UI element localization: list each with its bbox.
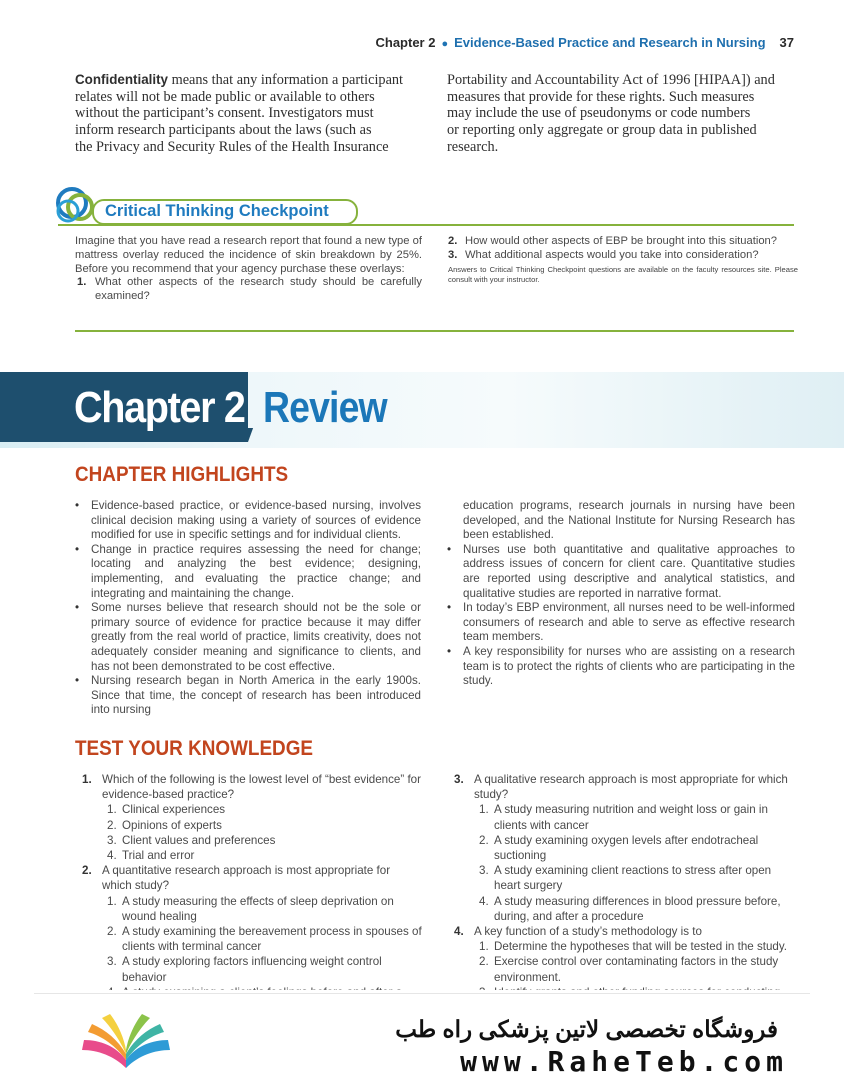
running-header-title: Evidence-Based Practice and Research in Nursing (454, 35, 766, 50)
list-item: • Nursing research began in North America in the early 1900s. Since that time, the concept of research has been introduced into nursing (75, 674, 421, 718)
list-item: • Some nurses believe that research should not be the sole or primary source of evidence for practice because it may differ greatly from the real world of practice, limits creativity, does not adequately consider meaning and significance to clients, and has not been demonstrated to be cost effective. (75, 601, 421, 674)
answer-option: 2. A study examining the bereavement process in spouses of clients with terminal cancer (107, 925, 422, 954)
bullet-dot-icon: ● (441, 38, 449, 50)
answer-option: 4. Trial and error (107, 849, 195, 863)
confidentiality-line: research. (447, 138, 499, 155)
answer-option: 2. A study examining oxygen levels after endotracheal suctioning (479, 833, 759, 863)
list-item: • Evidence-based practice, or evidence-based nursing, involves clinical decision making using a variety of sources of evidence modified for use in specific settings and for individual clients. (75, 499, 421, 543)
checkpoint-question: 1. What other aspects of the research study should be carefully examined? (77, 276, 422, 303)
list-item: • A key responsibility for nurses who are assisting on a research team is to protect the rights of clients who are participating in the study. (447, 645, 795, 689)
answer-option: 3. Client values and preferences (107, 833, 276, 847)
checkpoint-left-column (75, 235, 422, 304)
highlights-right-column (447, 499, 795, 689)
confidentiality-line: or reporting only aggregate or group data in published (447, 122, 757, 139)
answer-option: 3. A study examining client reactions to stress after open heart surgery (479, 864, 772, 893)
confidentiality-line: the Privacy and Security Rules of the Health Insurance (75, 138, 389, 155)
checkpoint-right-column (448, 235, 798, 285)
list-item: • Nurses use both quantitative and qualitative approaches to address issues of concern for client care. Quantitative studies are reported using descriptive and analytical statistics, and qualitative studies are reported in narrative format. (447, 543, 795, 601)
checkpoint-intro: Imagine that you have read a research report that found a new type of mattress overlay reduced the incidence of skin breakdown by 25%. Before you recommend that your agency purchase these overlays: (75, 235, 422, 275)
footer-website: www.RaheTeb.com (460, 1045, 788, 1078)
confidentiality-line: relates will not be made public or available to others (75, 88, 375, 105)
review-banner-chapter: Chapter 2 (74, 383, 245, 432)
confidentiality-line: measures that provide for these rights. Such measures (447, 88, 755, 105)
confidentiality-line: Confidentiality means that any information a participant (75, 72, 404, 88)
list-item-continued: education programs, research journals in nursing have been developed, and the National Institute for Nursing Research has been established. (463, 499, 795, 542)
checkpoint-rings-icon (50, 183, 106, 229)
confidentiality-line: Portability and Accountability Act of 1996 [HIPAA]) and (447, 72, 775, 88)
running-header-chapter: Chapter 2 (375, 35, 436, 50)
cutoff-divider (34, 993, 810, 994)
answer-option: 4. A study measuring differences in blood pressure before, during, and after a procedure (479, 894, 781, 923)
confidentiality-term: Confidentiality (75, 72, 168, 87)
confidentiality-right-column (447, 72, 797, 156)
checkpoint-note: Answers to Critical Thinking Checkpoint questions are available on the faculty resources site. Please consult with your instructor. (448, 264, 798, 284)
answer-option: 1. Determine the hypotheses that will be tested in the study. (479, 940, 788, 954)
page-number: 37 (779, 35, 794, 50)
question: 4. A key function of a study’s methodology is to (454, 925, 702, 939)
answer-option: 3. A study exploring factors influencing weight control behavior (107, 955, 382, 984)
confidentiality-line: may include the use of pseudonyms or code numbers (447, 105, 751, 122)
confidentiality-line: inform research participants about the laws (such as (75, 122, 372, 139)
checkpoint-question: 2. How would other aspects of EBP be brought into this situation? (448, 235, 777, 247)
question: 1. Which of the following is the lowest level of “best evidence” for evidence-based practice? (82, 773, 421, 802)
answer-option: 1. A study measuring nutrition and weight loss or gain in clients with cancer (479, 803, 768, 832)
list-item: • Change in practice requires assessing the need for change; locating and analyzing the best evidence; designing, implementing, and evaluating the practice change; and integrating and maintaining the change. (75, 543, 421, 601)
checkpoint-bottom-rule (75, 330, 794, 332)
highlights-left-column (75, 499, 421, 718)
review-banner-title: Review (263, 383, 387, 432)
answer-option: 1. Clinical experiences (107, 803, 226, 817)
test-right-column (454, 772, 799, 1015)
checkpoint-title: Critical Thinking Checkpoint (105, 202, 329, 220)
test-heading: TEST YOUR KNOWLEDGE (75, 737, 314, 760)
highlights-heading: CHAPTER HIGHLIGHTS (75, 463, 289, 486)
question: 2. A quantitative research approach is most appropriate for which study? (82, 864, 391, 893)
footer-store-name: فروشگاه تخصصی لاتین پزشکی راه طب (395, 1016, 778, 1042)
open-book-logo-icon (78, 1010, 174, 1074)
test-left-column (82, 772, 422, 1015)
confidentiality-left-column (75, 72, 423, 156)
answer-option: 2. Exercise control over contaminating factors in the study environment. (479, 955, 779, 984)
answer-option: 1. A study measuring the effects of sleep deprivation on wound healing (107, 894, 394, 923)
running-header (376, 35, 795, 50)
answer-option: 2. Opinions of experts (107, 818, 222, 832)
question: 3. A qualitative research approach is most appropriate for which study? (454, 773, 788, 802)
checkpoint-question: 3. What additional aspects would you take into consideration? (448, 248, 759, 261)
confidentiality-line: without the participant’s consent. Investigators must (75, 105, 374, 122)
list-item: • In today’s EBP environment, all nurses need to be well-informed consumers of research and able to serve as effective research team members. (447, 601, 795, 645)
